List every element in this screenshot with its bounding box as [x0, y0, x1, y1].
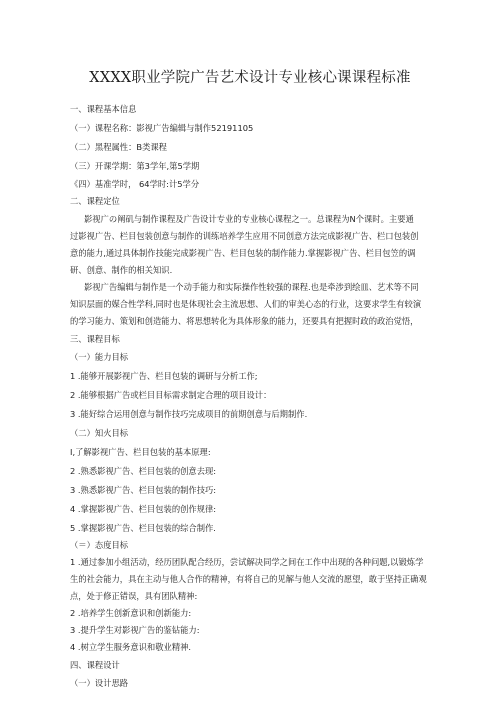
text-line: 知识层面的媒合性学科,同时也是体现社会主流思想、人们的审美心态的行业，这要求学生有较演 — [70, 299, 422, 309]
text-line: 3 .熟悉影视广告、栏目包装的制作技巧: — [70, 485, 217, 495]
text-line: 2 .能够根据广告或栏目目标需求制定合理的项目设计： — [70, 390, 272, 400]
text-line: 3 .提升学生对影视广告的鉴钻能力: — [70, 625, 200, 635]
text-line: 4 .掌握影视广告、栏目包装的创作规律: — [70, 504, 217, 514]
text-line: 2 .培养学生创新意识和创新能力: — [70, 608, 192, 618]
text-line: （一）设计思路 — [70, 678, 129, 688]
text-line: 影视广告编辑与制作是一个动手能力和实际操作性较强的课程.也是牵涉到绘皿、艺术等不同 — [84, 282, 419, 292]
text-line: I,了解影视广告、栏目包装的基本原理: — [70, 447, 211, 457]
text-line: （二）黑程属性：B类课程 — [70, 142, 167, 152]
text-line: 3 .能好综合运用创意与制作技巧完成项目的前期创意与后期制作. — [70, 409, 308, 419]
text-line: （一）课程名称：影视广告编辑与制作52191105 — [70, 123, 254, 133]
text-line: 5 .掌握影视广告、栏目包装的综合制作. — [70, 523, 216, 533]
text-line: 《四）基准学时， 64学时:计5学分 — [70, 179, 200, 189]
text-line: （一）能力目标 — [70, 352, 129, 362]
text-line: 1 .通过参加小组活动，经历团队配合经历，尝试解决同学之间在工作中出现的各种问题,以锻炼学 — [70, 557, 424, 567]
text-line: 生的社会能力，具在主动与他人合作的精神，有将自己的见解与他人交流的愿望，敢于坚持正确观 — [70, 574, 427, 584]
text-line: （二）知火目标 — [70, 428, 129, 438]
document-title: XXXX职业学院广告艺术设计专业核心课课程标准 — [89, 70, 411, 86]
text-line: 研、创意、制作的相关知识. — [70, 265, 173, 275]
text-line: 一、课程基本信息 — [70, 104, 137, 114]
text-line: 三、课程目标 — [70, 334, 120, 344]
text-line: 点，处于修正错误，具有团队精神: — [70, 591, 198, 601]
text-line: 4 .树立学生服务意识和敬业精神. — [70, 642, 192, 652]
text-line: 1 .能够开展影视广告、栏目包装的调研与分析工作; — [70, 371, 258, 381]
text-line: 二、课程定位 — [70, 196, 120, 206]
text-line: 意的能力,通过具体制作技能完成影视广告、栏目包装的制作能力.掌握影视广告、栏目包笠的调 — [70, 248, 416, 258]
text-line: 的学习能力、策划和创造能力、将思想转化为具体形象的能力，还要具有把握时政的政治觉悟， — [70, 316, 419, 326]
text-line: （三）开课学期：第3学年,第5学期 — [70, 161, 200, 171]
text-line: 影视广の阐矶与制作课程及广告设计专业的专业核心课程之一。总课程为N个课时。主要通 — [84, 214, 414, 224]
text-line: （＝）态度目标 — [70, 540, 129, 550]
text-line: 2 .熟悉影视广告、栏目包装的创意去现: — [70, 466, 217, 476]
text-line: 四、课程设计 — [70, 660, 120, 670]
text-line: 过影视广告、栏目包装创意与制作的训练培养学生应用不同创意方法完成影视广告、栏口包装创 — [70, 231, 419, 241]
